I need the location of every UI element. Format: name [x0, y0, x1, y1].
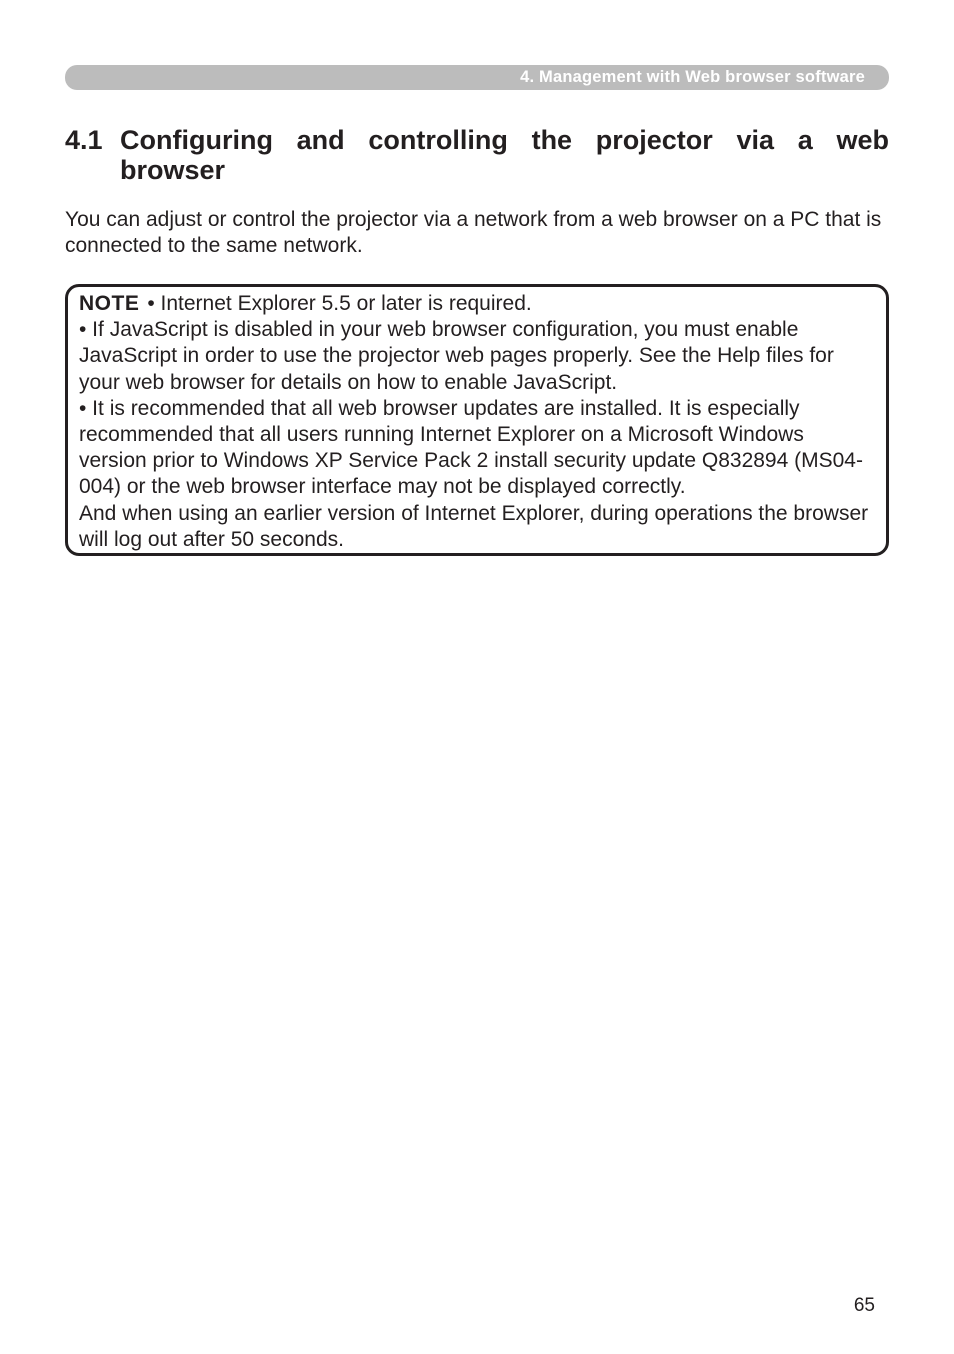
note-label: NOTE	[79, 292, 140, 315]
chapter-header-bar	[65, 65, 889, 90]
note-item-3: • It is recommended that all web browser updates are installed. It is especially recommended that all users running Internet Explorer on a Microsoft Windows version prior to Windows XP Service Pack 2 install security update Q832894 (MS04-004) or the web browser interface may not be displayed correctly.	[79, 396, 863, 499]
intro-paragraph: You can adjust or control the projector via a network from a web browser on a PC that is connected to the same network.	[65, 208, 882, 257]
note-item-4: And when using an earlier version of Internet Explorer, during operations the browser will log out after 50 seconds.	[79, 501, 869, 551]
section-title: Configuring and controlling the projector via a web browser	[120, 125, 889, 185]
page-number: 65	[853, 1295, 875, 1316]
note-box	[65, 284, 889, 556]
note-item-1	[79, 291, 876, 317]
note-item-text: • Internet Explorer 5.5 or later is required.	[147, 292, 532, 315]
section-number: 4.1	[65, 125, 103, 155]
note-item-2: • If JavaScript is disabled in your web browser configuration, you must enable JavaScript in order to use the projector web pages properly. See the Help files for your web browser for details on how to enable JavaScript.	[79, 318, 834, 394]
chapter-header-title: 4. Management with Web browser software	[520, 68, 865, 86]
section-heading	[65, 125, 889, 185]
